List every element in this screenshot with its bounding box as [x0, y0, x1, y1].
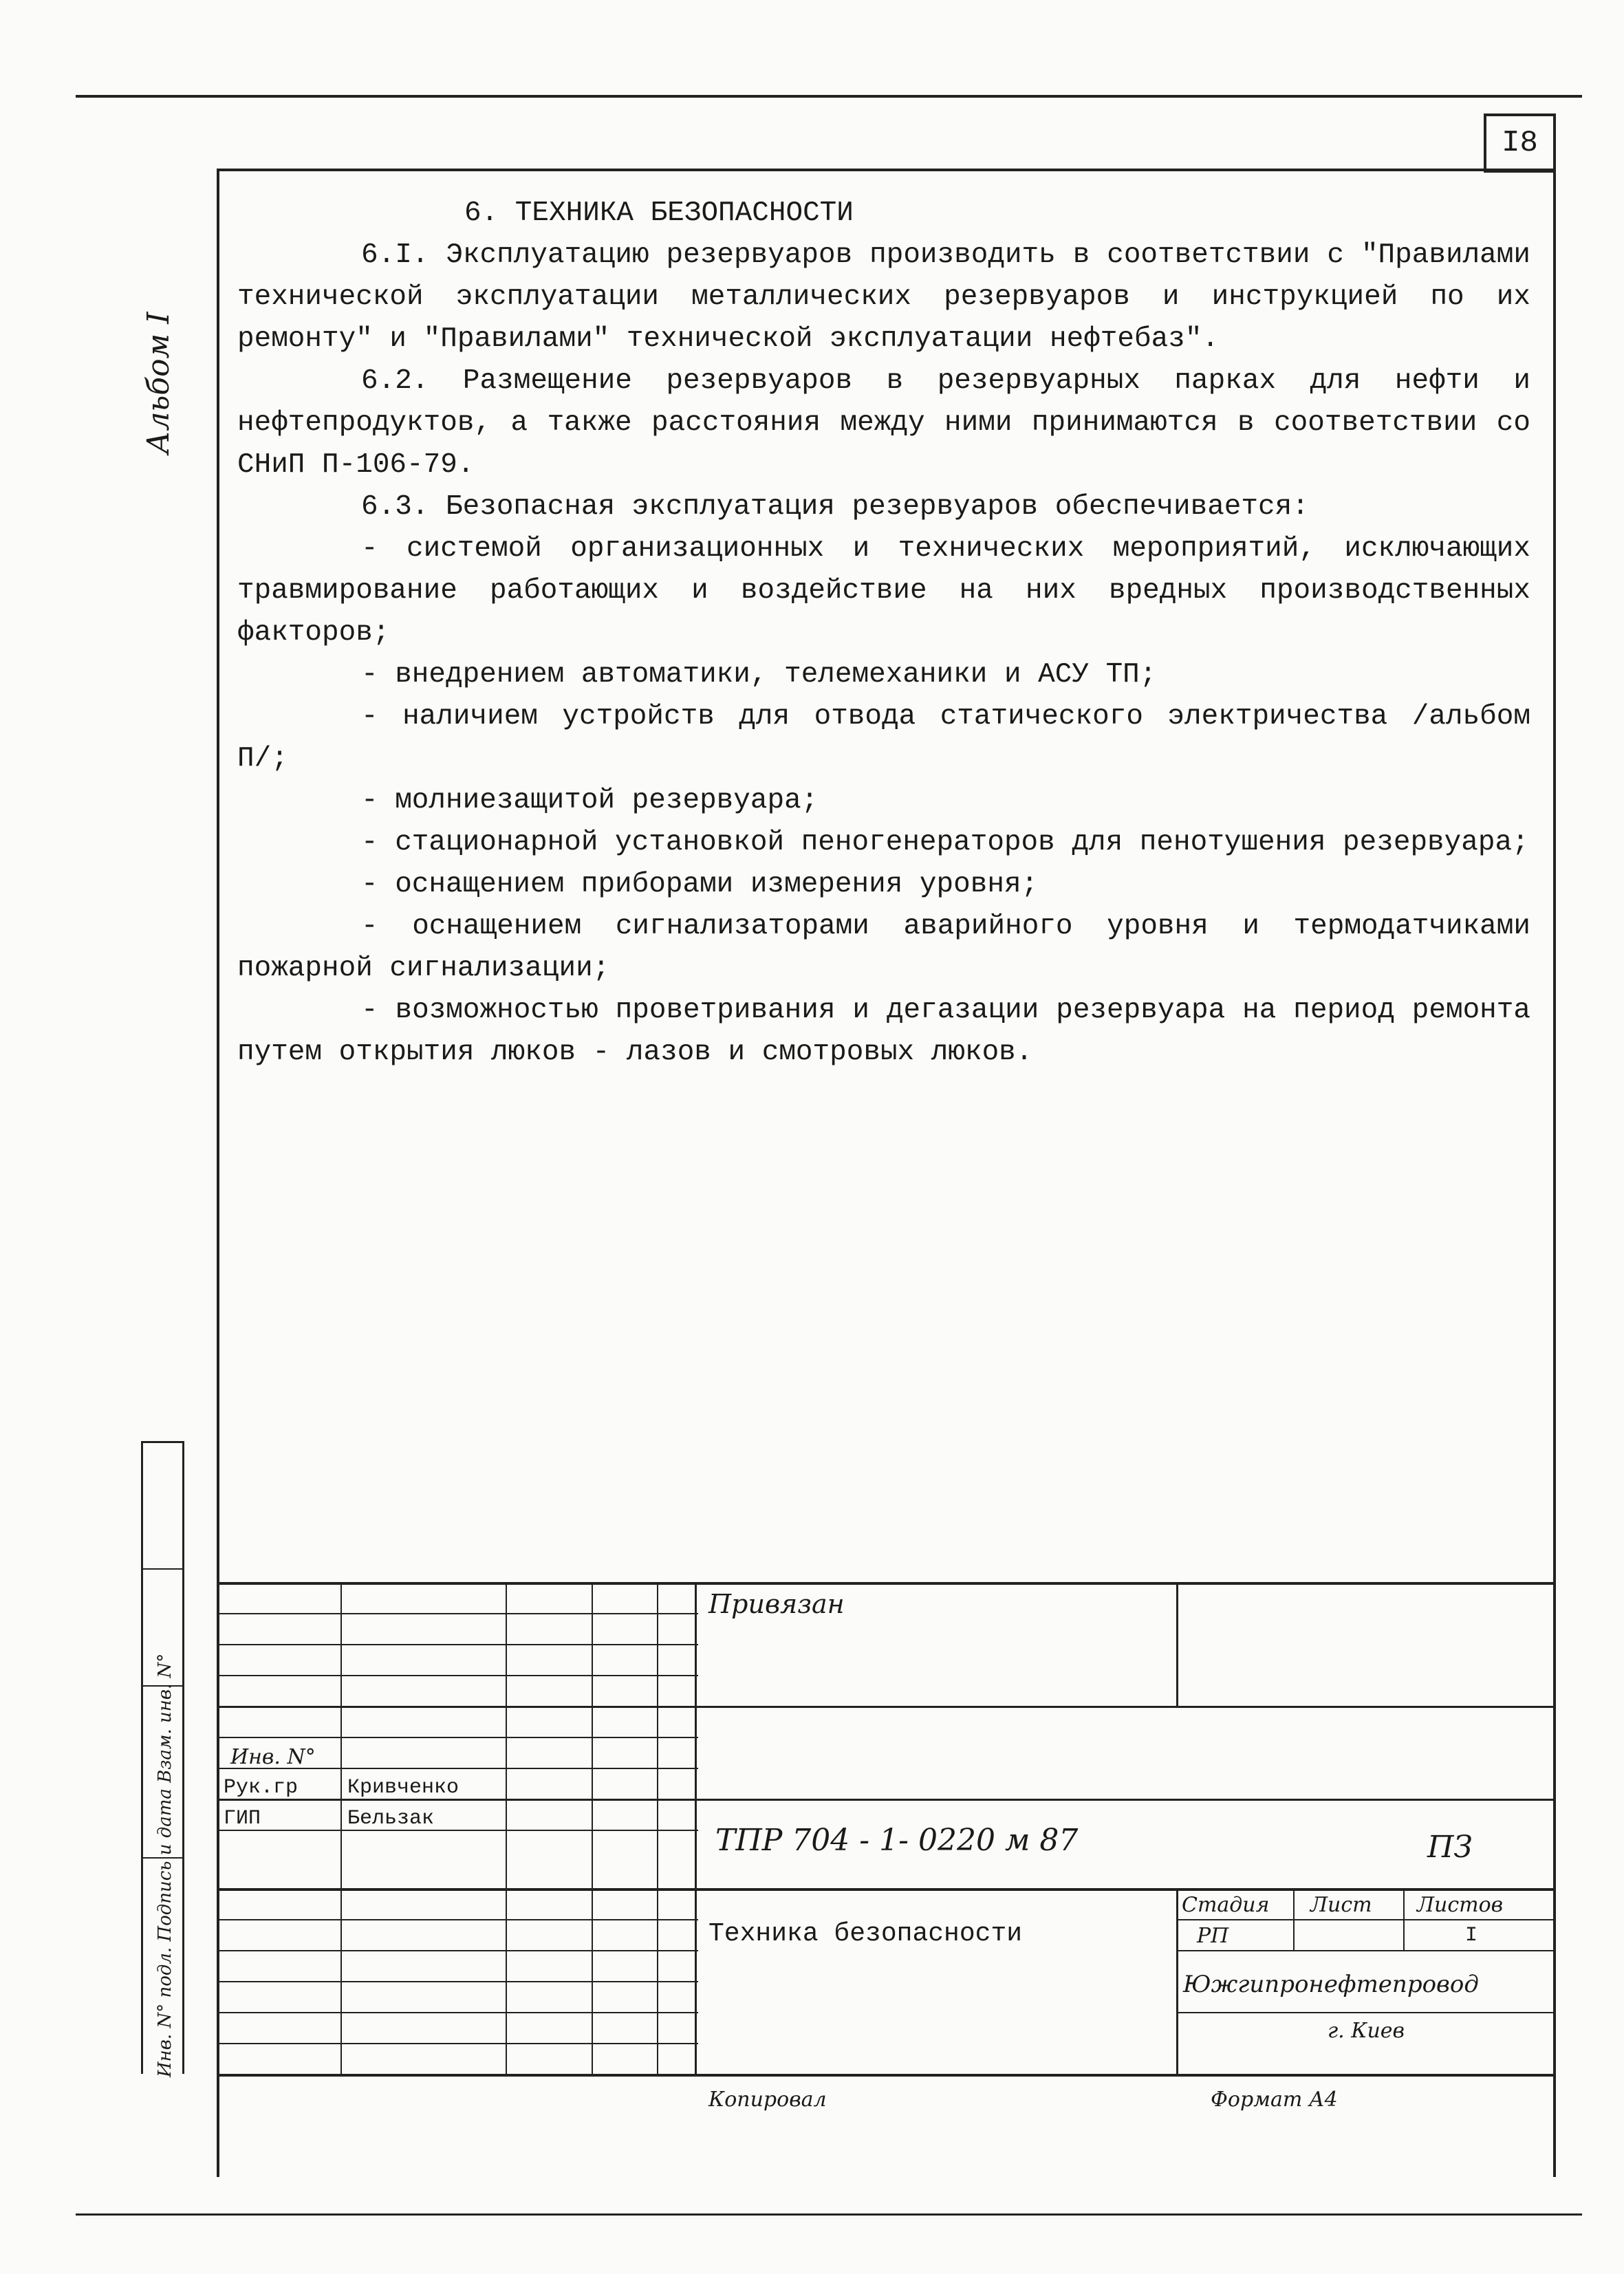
list-item: - оснащением приборами измерения уровня; — [361, 869, 1039, 900]
name-lead: Кривченко — [347, 1776, 459, 1799]
sheets-label: Листов — [1417, 1893, 1504, 1917]
vertical-stamp-labels: Инв. N° подл. Подпись и дата Взам. инв. N° — [155, 1653, 175, 2077]
role-lead: Рук.гр — [224, 1776, 299, 1799]
organization: Южгипронефтепровод — [1183, 1971, 1479, 1998]
frame-right — [1553, 169, 1556, 2177]
paper-format: Формат А4 — [1211, 2088, 1338, 2112]
list-item: - оснащением сигнализаторами аварийного уровня и термодатчиками пожарной сигнализации; — [237, 911, 1530, 984]
outer-top-line — [76, 95, 1582, 98]
body-text — [237, 193, 1530, 1074]
role-gip: ГИП — [224, 1807, 261, 1830]
list-item: - молниезащитой резервуара; — [361, 785, 819, 816]
privyazan-label: Привязан — [708, 1589, 845, 1619]
stage-value: РП — [1197, 1924, 1229, 1948]
list-item: - внедрением автоматики, телемеханики и АСУ ТП; — [361, 659, 1157, 691]
document-title: Техника безопасности — [708, 1919, 1023, 1949]
city: г. Киев — [1328, 2019, 1405, 2043]
list-item: - системой организационных и технических мероприятий, исключающих травмирование работающих и воздействие на них вредных производственных факторов; — [237, 533, 1530, 649]
frame-left — [217, 169, 219, 2177]
list-item: - стационарной установкой пеногенераторов для пенотушения резервуара; — [361, 827, 1529, 858]
page-number: I8 — [1484, 113, 1556, 173]
paragraph-6-2: 6.2. Размещение резервуаров в резервуарных парках для нефти и нефтепродуктов, а также расстояния между ними принимаются в соответствии со СНиП П-106-79. — [237, 365, 1530, 481]
frame-top — [217, 169, 1555, 171]
paragraph-6-3: 6.3. Безопасная эксплуатация резервуаров обеспечивается: — [361, 491, 1309, 523]
name-gip: Бельзак — [347, 1807, 435, 1830]
copied-by: Копировал — [708, 2088, 827, 2112]
sheet-label: Лист — [1310, 1893, 1372, 1917]
album-label: Альбом I — [141, 312, 176, 454]
inventory-label: Инв. N° — [230, 1745, 316, 1769]
stage-label: Стадия — [1182, 1893, 1270, 1917]
outer-bottom-line — [76, 2213, 1582, 2216]
list-item: - возможностью проветривания и дегазации резервуара на период ремонта путем открытия люков - лазов и смотровых люков. — [237, 995, 1530, 1068]
paragraph-6-1: 6.I. Эксплуатацию резервуаров производить в соответствии с "Правилами технической эксплуатации металлических резервуаров и инструкцией по их ремонту" и "Правилами" технической эксплуатации нефтебаз". — [237, 239, 1530, 355]
document-code: ТПР 704 - 1- 0220 м 87 — [715, 1823, 1079, 1858]
document-suffix: ПЗ — [1427, 1830, 1473, 1865]
sheets-value: I — [1465, 1924, 1478, 1947]
section-title: 6. ТЕХНИКА БЕЗОПАСНОСТИ — [464, 197, 854, 229]
list-item: - наличием устройств для отвода статического электричества /альбом П/; — [237, 701, 1530, 775]
